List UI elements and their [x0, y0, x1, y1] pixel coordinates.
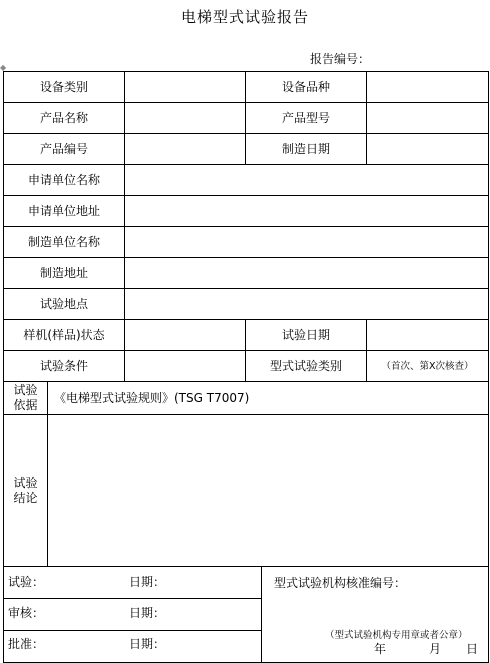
- value-device-category: [125, 72, 246, 103]
- tester-date-label: 日期：: [129, 575, 166, 589]
- label-product-model: 产品型号: [246, 103, 367, 134]
- label-manufacture-address: 制造地址: [4, 258, 125, 289]
- label-test-conclusion: [4, 415, 48, 567]
- approval-number-label: 型式试验机构核准编号：: [274, 576, 407, 590]
- label-applicant-name: 申请单位名称: [4, 165, 125, 196]
- label-test-conditions: 试验条件: [4, 351, 125, 382]
- value-applicant-name: [125, 165, 489, 196]
- label-device-variety: 设备品种: [246, 72, 367, 103]
- value-applicant-address: [125, 196, 489, 227]
- label-sample-status: 样机(样品)状态: [4, 320, 125, 351]
- value-test-location: [125, 289, 489, 320]
- label-test-conclusion-line1: 试验: [13, 475, 38, 490]
- month-label: 月: [429, 642, 442, 656]
- seal-note: （型式试验机构专用章或者公章）: [325, 630, 468, 641]
- value-product-number: [125, 134, 246, 165]
- label-product-name: 产品名称: [4, 103, 125, 134]
- label-manufacturer-name: 制造单位名称: [4, 227, 125, 258]
- label-product-number: 产品编号: [4, 134, 125, 165]
- report-table: [3, 71, 489, 663]
- page-title: 电梯型式试验报告: [180, 8, 309, 26]
- value-manufacture-date: [367, 134, 489, 165]
- label-test-conclusion-line2: 结论: [13, 490, 38, 505]
- label-manufacture-date: 制造日期: [246, 134, 367, 165]
- value-product-name: [125, 103, 246, 134]
- label-test-location: 试验地点: [4, 289, 125, 320]
- label-device-category: 设备类别: [4, 72, 125, 103]
- value-manufacture-address: [125, 258, 489, 289]
- value-product-model: [367, 103, 489, 134]
- value-test-date: [367, 320, 489, 351]
- label-test-basis-line1: 试验: [13, 383, 38, 397]
- value-device-variety: [367, 72, 489, 103]
- approver-label: 批准：: [8, 637, 45, 651]
- value-test-conditions: [125, 351, 246, 382]
- value-test-conclusion: [48, 415, 489, 567]
- tester-label: 试验：: [8, 575, 45, 589]
- report-number-label: 报告编号：: [310, 52, 371, 66]
- reviewer-label: 审核：: [8, 606, 45, 620]
- reviewer-date-label: 日期：: [129, 606, 166, 620]
- value-manufacturer-name: [125, 227, 489, 258]
- label-type-test-category: 型式试验类别: [246, 351, 367, 382]
- table-anchor-icon: ◆: [0, 63, 7, 72]
- label-test-basis-line2: 依据: [13, 398, 38, 412]
- approver-date-label: 日期：: [129, 637, 166, 651]
- label-test-basis: [4, 382, 48, 415]
- label-test-date: 试验日期: [246, 320, 367, 351]
- value-test-basis: 《电梯型式试验规则》(TSG T7007): [48, 382, 489, 415]
- day-label: 日: [466, 642, 479, 656]
- value-sample-status: [125, 320, 246, 351]
- value-type-test-category: （首次、第X次核查）: [367, 351, 489, 382]
- year-label: 年: [374, 642, 387, 656]
- label-applicant-address: 申请单位地址: [4, 196, 125, 227]
